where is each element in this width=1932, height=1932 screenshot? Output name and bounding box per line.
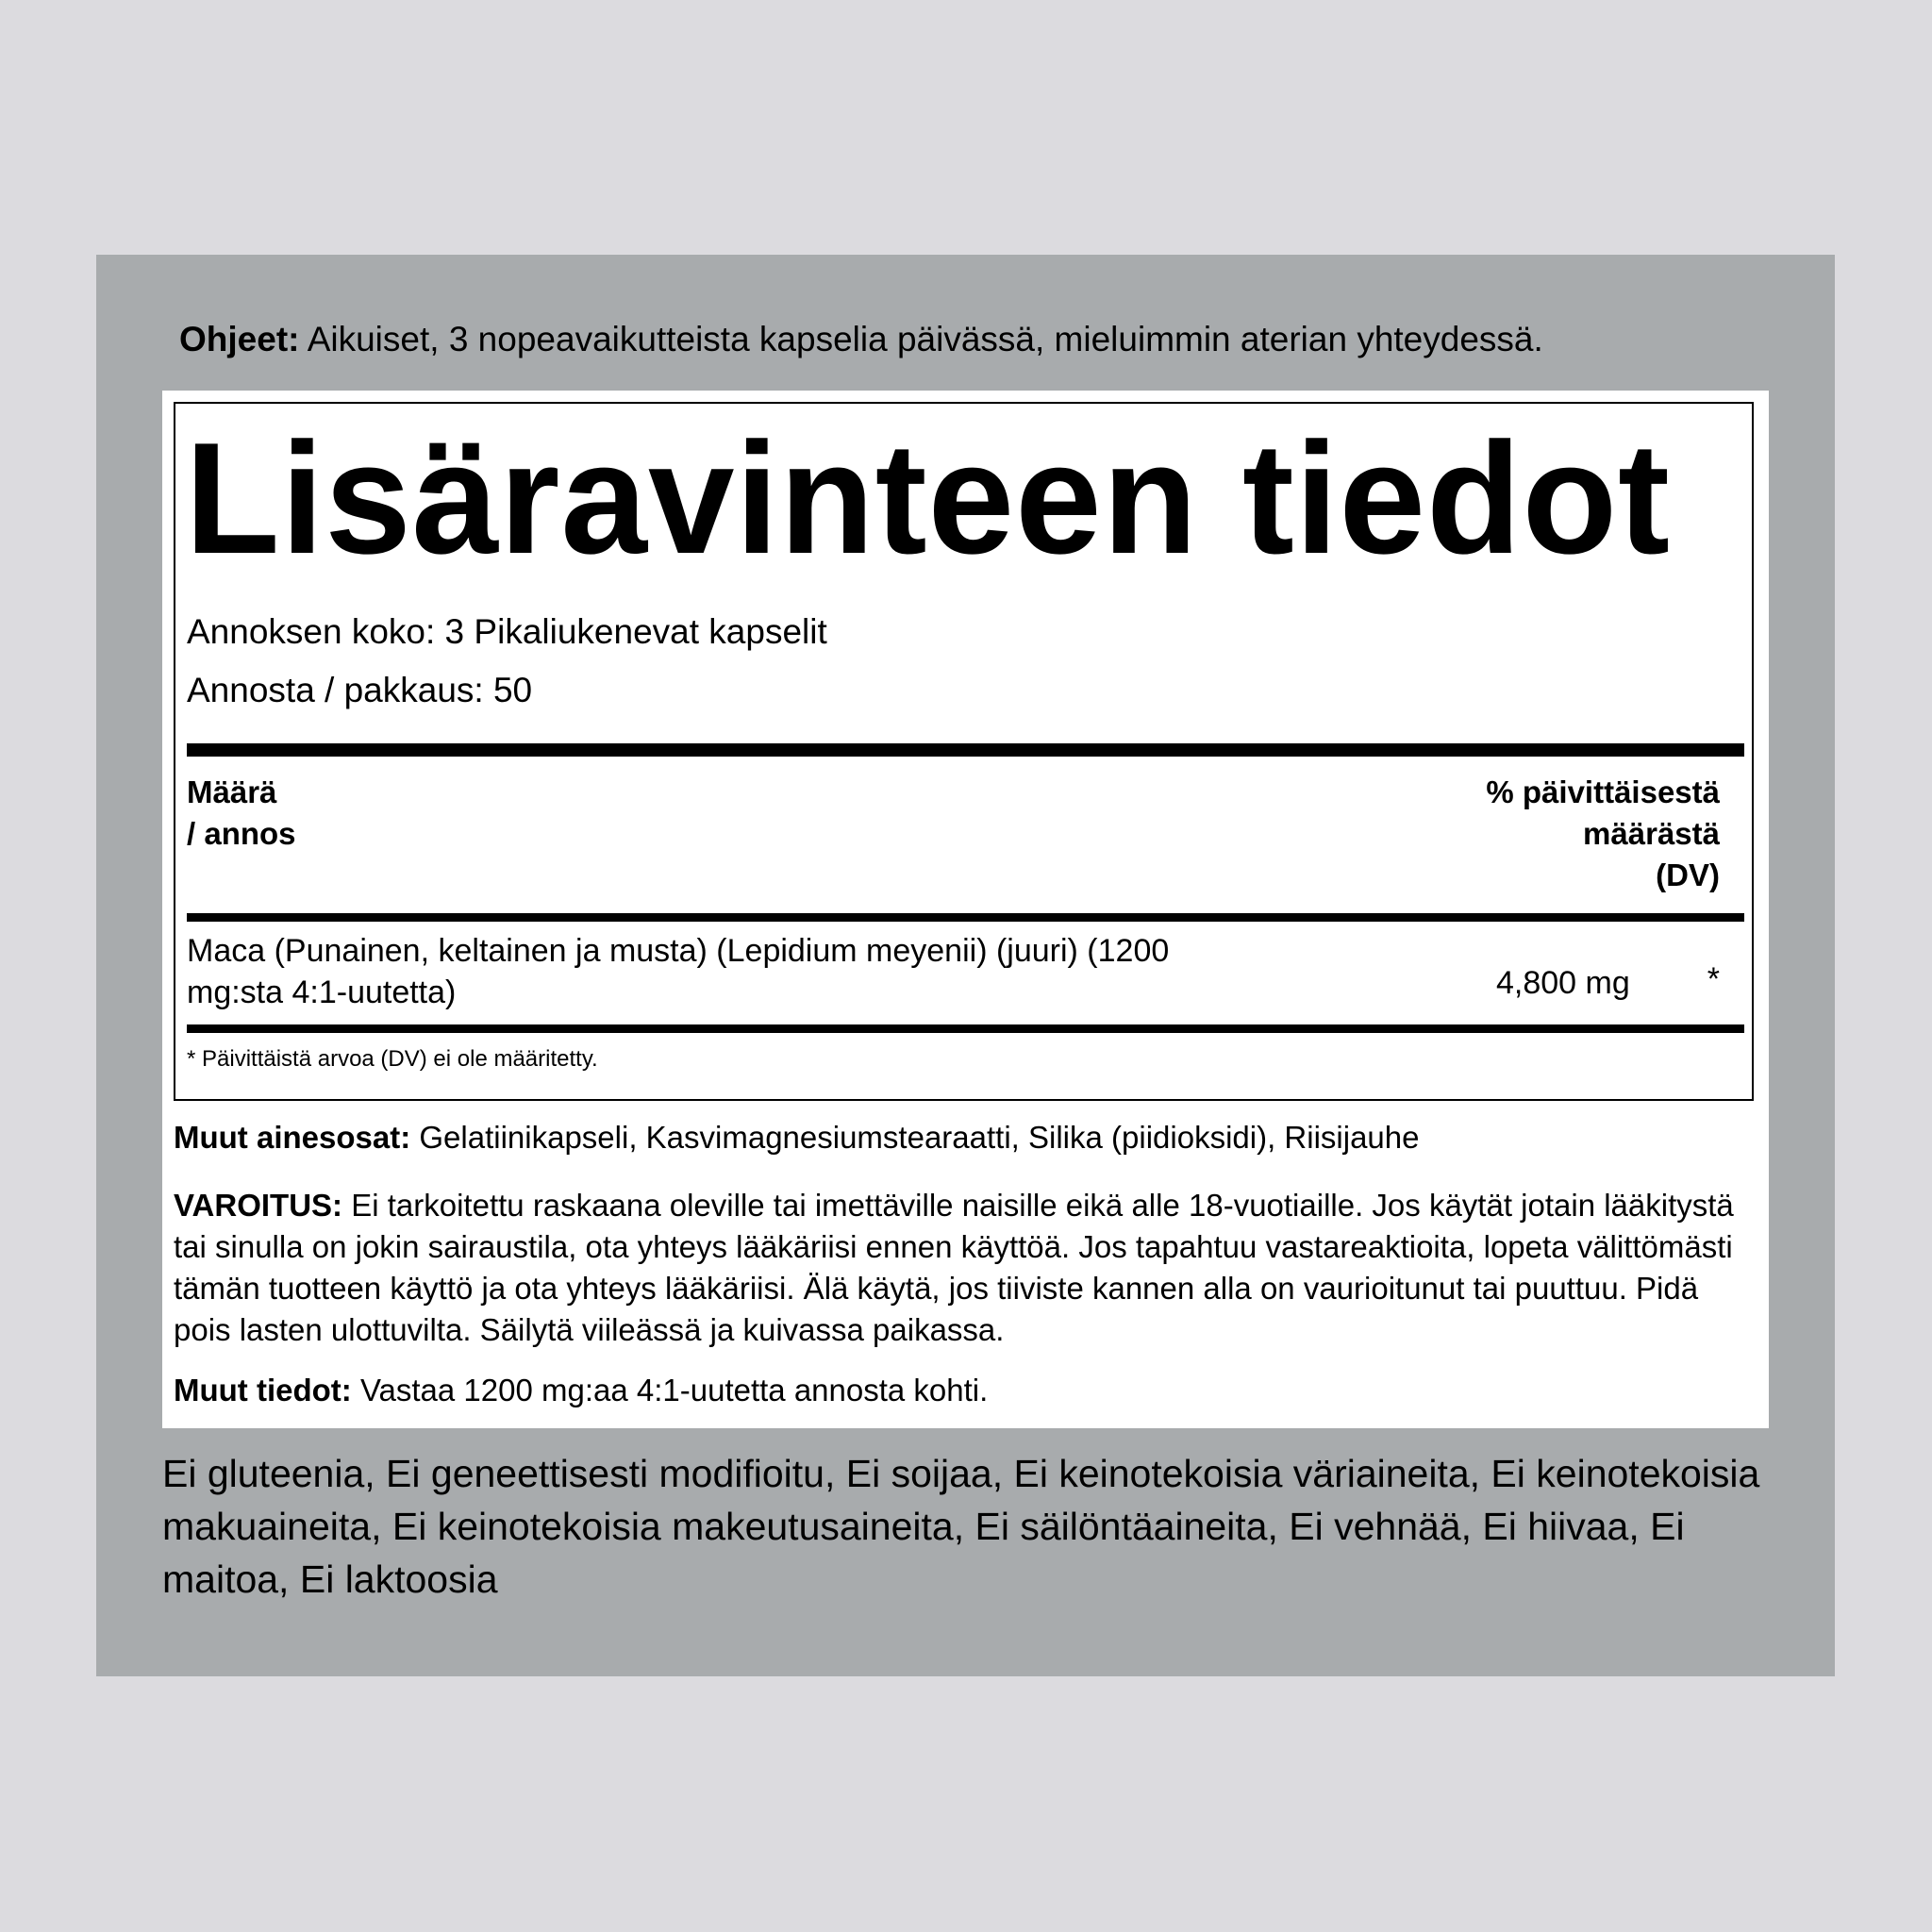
other-ingredients bbox=[174, 1117, 1758, 1158]
warning-text: Ei tarkoitettu raskaana oleville tai imettäville naisille eikä alle 18-vuotiaille. Jos käytät jotain lääkitystä tai sinulla on jokin sairaustila, ota yhteys lääkäriisi ennen käyttöä. Jos tapahtuu vastareaktioita, lopeta välittömästi tämän tuotteen käyttö ja ota yhteys lääkäriisi. Älä käytä, jos tiiviste kannen alla on vaurioitunut tai puuttuu. Pidä pois lasten ulottuvilta. Säilytä viileässä ja kuivassa paikassa. bbox=[174, 1188, 1734, 1347]
divider-medium bbox=[187, 1024, 1744, 1033]
warning-label: VAROITUS: bbox=[174, 1188, 343, 1223]
serving-size: Annoksen koko: 3 Pikaliukenevat kapselit bbox=[187, 612, 827, 651]
warning bbox=[174, 1185, 1758, 1351]
ingredient-amount: 4,800 mg bbox=[1496, 965, 1630, 1001]
header-dv-line1: % päivittäisestä bbox=[1486, 774, 1720, 809]
header-dv-line2: määrästä bbox=[1583, 816, 1720, 851]
header-amount-line1: Määrä bbox=[187, 774, 277, 809]
other-info-label: Muut tiedot: bbox=[174, 1373, 352, 1407]
dv-footnote: * Päivittäistä arvoa (DV) ei ole määritetty. bbox=[187, 1046, 598, 1072]
directions-body: Aikuiset, 3 nopeavaikutteista kapselia päivässä, mieluimmin aterian yhteydessä. bbox=[299, 320, 1543, 358]
other-info bbox=[174, 1370, 1758, 1411]
divider-thick bbox=[187, 743, 1744, 757]
supplement-label bbox=[162, 391, 1769, 1428]
free-from-claims: Ei gluteenia, Ei geneettisesti modifioitu, Ei soijaa, Ei keinotekoisia väriaineita, Ei keinotekoisia makuaineita, Ei keinotekoisia makeutusaineita, Ei säilöntäaineita, Ei vehnää, Ei hiivaa, Ei maitoa, Ei laktoosia bbox=[162, 1452, 1760, 1601]
facts-title: Lisäravinteen tiedot bbox=[185, 409, 1671, 587]
header-amount-line2: / annos bbox=[187, 816, 296, 851]
servings-per-container: Annosta / pakkaus: 50 bbox=[187, 671, 533, 709]
directions-label: Ohjeet: bbox=[179, 320, 300, 358]
supplement-facts-box bbox=[174, 402, 1754, 1101]
label-panel bbox=[96, 255, 1835, 1676]
other-ingredients-label: Muut ainesosat: bbox=[174, 1120, 411, 1155]
other-ingredients-text: Gelatiinikapseli, Kasvimagnesiumstearaatti, Silika (piidioksidi), Riisijauhe bbox=[410, 1120, 1420, 1155]
other-info-text: Vastaa 1200 mg:aa 4:1-uutetta annosta kohti. bbox=[351, 1373, 989, 1407]
header-amount-per-serving bbox=[187, 772, 296, 855]
ingredient-daily-value: * bbox=[1707, 961, 1720, 997]
header-dv-line3: (DV) bbox=[1656, 858, 1720, 892]
header-daily-value bbox=[1486, 772, 1720, 896]
directions-text bbox=[179, 319, 1543, 360]
divider-medium bbox=[187, 913, 1744, 922]
ingredient-name: Maca (Punainen, keltainen ja musta) (Lepidium meyenii) (juuri) (1200 mg:sta 4:1-uutetta) bbox=[187, 933, 1170, 1010]
